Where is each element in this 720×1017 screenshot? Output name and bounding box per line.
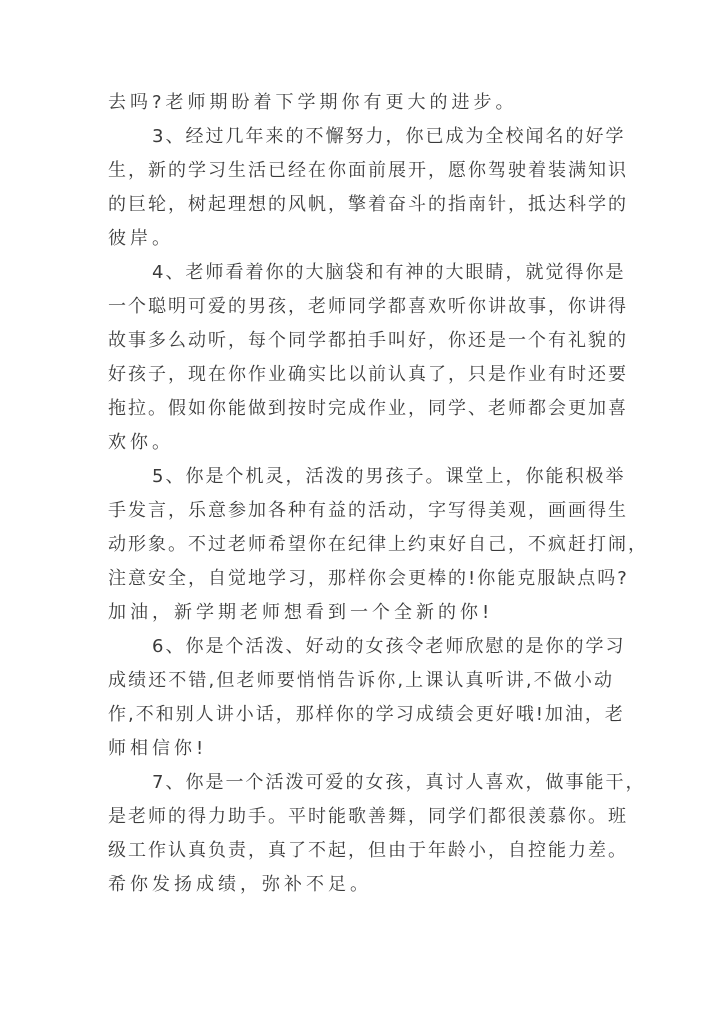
text-line: 拖拉。假如你能做到按时完成作业，同学、老师都会更加喜 [108,398,628,419]
text-line: 是老师的得力助手。平时能歌善舞，同学们都很羡慕你。班 [108,806,628,827]
text-line: 成绩还不错,但老师要悄悄告诉你,上课认真听讲,不做小动 [108,670,614,691]
paragraph [108,120,628,256]
text-line: 7、你是一个活泼可爱的女孩，真讨人喜欢，做事能干， [152,772,646,793]
text-line: 注意安全，自觉地学习，那样你会更棒的!你能克服缺点吗? [108,568,629,589]
text-line: 3、经过几年来的不懈努力，你已成为全校闻名的好学 [152,126,626,147]
text-line: 作,不和别人讲小话，那样你的学习成绩会更好哦!加油，老 [108,704,625,725]
text-line: 一个聪明可爱的男孩，老师同学都喜欢听你讲故事，你讲得 [108,296,628,317]
text-line: 师相信你! [108,738,208,759]
paragraph [108,630,626,766]
text-line: 4、老师看着你的大脑袋和有神的大眼睛，就觉得你是 [152,262,626,283]
paragraph [108,766,646,902]
document-body [108,86,648,902]
text-line: 去吗?老师期盼着下学期你有更大的进步。 [108,92,518,113]
text-line: 手发言，乐意参加各种有益的活动，字写得美观，画画得生 [108,500,628,521]
text-line: 好孩子，现在你作业确实比以前认真了，只是作业有时还要 [108,364,628,385]
text-line: 彼岸。 [108,228,174,249]
paragraph [108,86,614,120]
text-line: 级工作认真负责，真了不起，但由于年龄小，自控能力差。 [108,840,628,861]
text-line: 动形象。不过老师希望你在纪律上约束好自己，不疯赶打闹， [108,534,648,555]
paragraph [108,256,628,460]
text-line: 故事多么动听，每个同学都拍手叫好，你还是一个有礼貌的 [108,330,628,351]
text-line: 希你发扬成绩，弥补不足。 [108,874,372,895]
text-line: 欢你。 [108,432,174,453]
paragraph [108,460,648,630]
text-line: 生，新的学习生活已经在你面前展开，愿你驾驶着装满知识 [108,160,628,181]
text-line: 的巨轮，树起理想的风帆，擎着奋斗的指南针，抵达科学的 [108,194,628,215]
text-line: 5、你是个机灵，活泼的男孩子。课堂上，你能积极举 [152,466,626,487]
text-line: 6、你是个活泼、好动的女孩令老师欣慰的是你的学习 [152,636,626,657]
text-line: 加油，新学期老师想看到一个全新的你! [108,602,494,623]
